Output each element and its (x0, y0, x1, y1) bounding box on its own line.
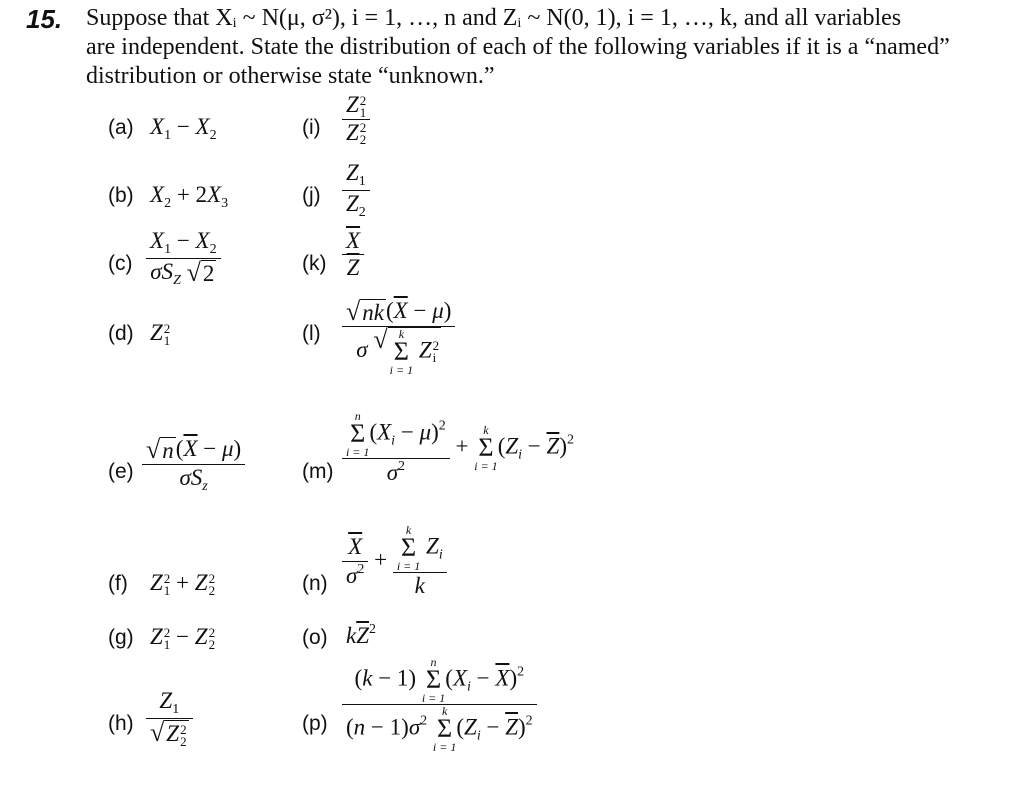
part-d-expression: Z 2 1 (150, 320, 171, 348)
part-p-expression: (k − 1) n Σ i = 1 $(X_i - \overline{X})^2$ $(n - 1)\sigma^2$ k Σ i = 1 $(Z_i - \overline{Z})^2$ (342, 656, 537, 753)
part-g-expression: Z 2 1 − Z 2 2 (150, 624, 216, 652)
intro-line-2: are independent. State the distribution of each of the following variables if it is a “named” (86, 34, 950, 60)
part-e-label: (e) (108, 460, 134, 483)
part-l-label: (l) (302, 322, 321, 345)
part-i-expression: Z 2 1 Z 2 2 (342, 92, 370, 146)
part-i-label: (i) (302, 116, 321, 139)
problem-statement (86, 4, 986, 91)
part-f-expression: Z 2 1 + Z 2 2 (150, 570, 216, 598)
part-k-label: (k) (302, 252, 327, 275)
part-k-expression: $\frac{\overline{X}}{Z}$ (342, 228, 364, 282)
part-c-expression: $X_1 - X_2$ $\sigma S_Z$ √ 2 (146, 228, 221, 289)
part-b-expression: $X_2 + 2X_3$ (150, 182, 229, 211)
intro-line-3: distribution or otherwise state “unknown.” (86, 63, 495, 89)
part-h-label: (h) (108, 712, 134, 735)
part-m-label: (m) (302, 460, 334, 483)
part-j-expression: $\frac{Z_1}{Z_2}$ (342, 160, 370, 221)
intro-line-1: Suppose that Xᵢ ~ N(μ, σ²), i = 1, …, n and Zᵢ ~ N(0, 1), i = 1, …, k, and all variables (86, 5, 902, 31)
part-a-label: (a) (108, 116, 134, 139)
part-j-label: (j) (302, 184, 321, 207)
part-a-expression: $X_1 - X_2$ (150, 114, 217, 143)
part-n-expression: $\frac{\overline{X}}{\sigma^2}$ + k Σ i = 1 $Z_i$ k (342, 524, 447, 599)
part-c-label: (c) (108, 252, 133, 275)
part-b-label: (b) (108, 184, 134, 207)
part-d-label: (d) (108, 322, 134, 345)
problem-number: 15. (26, 4, 63, 34)
part-l-expression: √ nk $(\overline{X} - \mu)$ σ √ k Σ i = 1 Z 2 i (342, 298, 455, 376)
part-f-label: (f) (108, 572, 128, 595)
part-p-label: (p) (302, 712, 328, 735)
part-o-expression: $k\overline{Z}^2$ (346, 622, 377, 648)
part-o-label: (o) (302, 626, 328, 649)
part-g-label: (g) (108, 626, 134, 649)
part-m-expression: n Σ i = 1 $(X_i - \mu)^2$ $\sigma^2$ + k Σ i = 1 $(Z_i - \overline{Z})^2$ (342, 410, 574, 486)
part-h-expression: $Z_1$ √ Z 2 2 (146, 688, 193, 748)
part-e-expression: √ n $(\overline{X} - \mu)$ $\sigma S_z$ (142, 436, 245, 496)
part-n-label: (n) (302, 572, 328, 595)
